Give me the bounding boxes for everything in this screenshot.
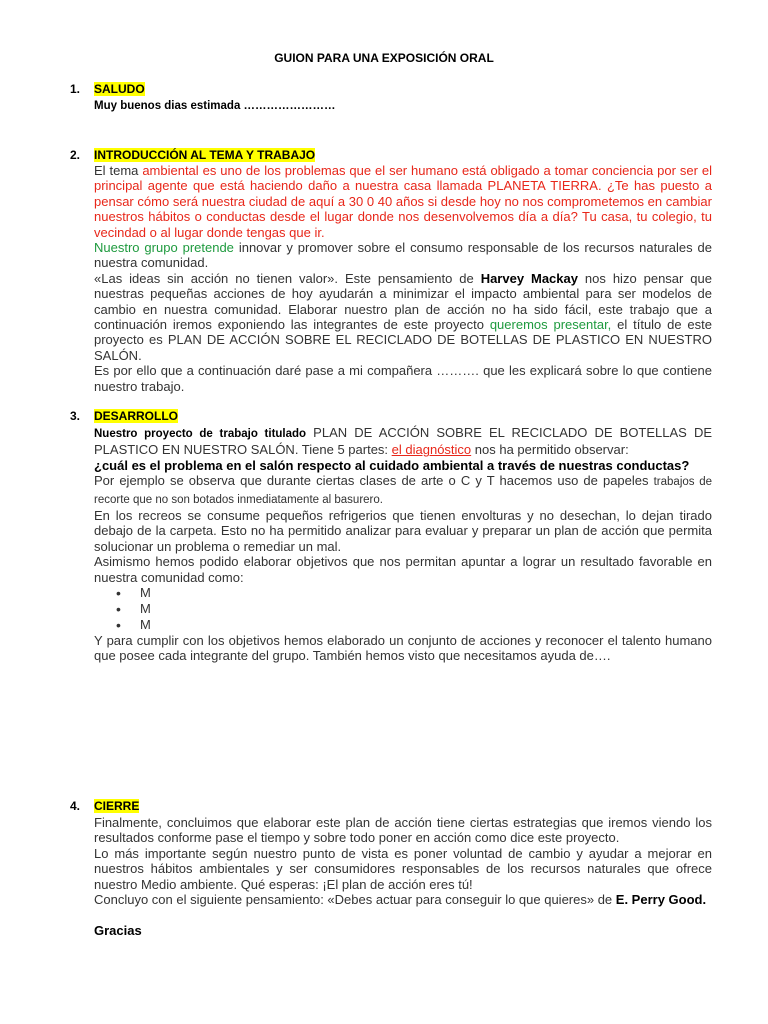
section-body-desarrollo — [94, 425, 712, 664]
section-body-saludo — [94, 99, 712, 114]
section-number: 2. — [70, 148, 81, 162]
linked-term: el diagnóstico — [391, 442, 472, 458]
author-name: Harvey Mackay — [480, 270, 578, 286]
list-item: • M — [94, 601, 712, 617]
page-title: GUION PARA UNA EXPOSICIÓN ORAL — [274, 51, 494, 65]
highlighted-text: queremos presentar, — [489, 317, 612, 333]
list-item: • M — [94, 617, 712, 633]
text-run: Concluyo con el siguiente pensamiento: «Debes actuar para conseguir lo que quieres» de — [94, 892, 616, 908]
paragraph — [94, 892, 712, 907]
paragraph: Es por ello que a continuación daré pase a mi compañera ………. que les explicará sobre lo que contiene nuestro trabajo. — [94, 363, 712, 394]
section-label: DESARROLLO — [94, 409, 178, 423]
section-body-cierre — [94, 815, 712, 939]
text-run: Por ejemplo se observa que durante ciertas clases de arte o C y T hacemos uso de papeles — [94, 473, 654, 489]
section-label: INTRODUCCIÓN AL TEMA Y TRABAJO — [94, 148, 316, 162]
section-body-introduccion — [94, 163, 712, 394]
highlighted-text: ambiental es uno de los problemas que el ser humano está obligado a tomar conciencia por ser el principal agente que está haciendo daño a nuestra casa llamada PLANETA TIERRA. ¿Te has puesto a pensar cómo será nuestra ciudad de aquí a 30 0 40 años si desde hoy no nos comprometemos en cambiar nuestros hábitos o conductas desde el lugar donde nos desenvolvemos día a día? Tu casa, tu colegio, tu vecindad o al lugar donde tengas que ir. — [94, 163, 713, 240]
section-label: SALUDO — [94, 82, 145, 96]
paragraph — [94, 240, 712, 271]
text-run: El tema — [94, 163, 143, 178]
text-run: nos hizo pensar que nuestras pequeñas acciones de hoy ayudarán a minimizar el impacto ambiental para ser modelos de cambio en nuestra comunidad. Elaborar nuestro plan de acción no ha sido fácil, este trabajo que a continuación iremos exponiendo las integrantes de este proyecto — [94, 270, 712, 333]
question-text: ¿cuál es el problema en el salón respecto al cuidado ambiental a través de nuestras conductas? — [94, 457, 690, 473]
greeting-text: Muy buenos dias estimada …………………… — [94, 100, 336, 112]
paragraph: Asimismo hemos podido elaborar objetivos que nos permitan apuntar a lograr un resultado favorable en nuestra comunidad como: — [94, 554, 712, 585]
section-heading-desarrollo — [70, 409, 178, 423]
paragraph — [94, 271, 712, 363]
objectives-list — [94, 585, 712, 633]
text-run: Nuestro proyecto de trabajo titulado — [94, 428, 307, 440]
section-number: 4. — [70, 799, 81, 813]
paragraph — [94, 425, 712, 458]
section-heading-introduccion — [70, 148, 315, 162]
section-heading-cierre — [70, 799, 139, 813]
text-run: el título de este proyecto es PLAN DE ACCIÓN SOBRE EL RECICLADO DE BOTELLAS DE PLASTICO EN NUESTRO SALÓN. — [94, 317, 713, 363]
paragraph: Finalmente, concluimos que elaborar este plan de acción tiene ciertas estrategias que iremos viendo los resultados conforme pase el tiempo y sobre todo poner en acción como dice este proyecto. — [94, 815, 712, 846]
section-label: CIERRE — [94, 799, 140, 813]
section-number: 3. — [70, 409, 81, 423]
text-run: «Las ideas sin acción no tienen valor». Este pensamiento de — [94, 270, 481, 286]
paragraph: En los recreos se consume pequeños refrigerios que tienen envolturas y no desechan, lo dejan tirado debajo de la carpeta. Esto no ha permitido analizar para evaluar y preparar un plan de acción que permita solucionar un problema o remediar un mal. — [94, 508, 712, 554]
author-name: E. Perry Good. — [615, 892, 707, 908]
closing-thanks: Gracias — [94, 923, 142, 939]
text-run: innovar y promover sobre el consumo responsable de los recursos naturales de nuestra comunidad. — [94, 240, 713, 271]
paragraph — [94, 473, 712, 508]
text-run: PLAN DE ACCIÓN SOBRE EL RECICLADO DE BOTELLAS DE PLASTICO EN NUESTRO SALÓN. Tiene 5 partes: — [94, 425, 713, 458]
section-heading-saludo — [70, 82, 145, 96]
text-run: trabajos de recorte que no son botados inmediatamente al basurero. — [94, 476, 712, 506]
section-number: 1. — [70, 82, 81, 96]
paragraph — [94, 163, 712, 240]
text-run: nos ha permitido observar: — [471, 442, 629, 458]
paragraph: Y para cumplir con los objetivos hemos elaborado un conjunto de acciones y reconocer el talento humano que posee cada integrante del grupo. También hemos visto que necesitamos ayuda de…. — [94, 633, 712, 664]
list-item: • M — [94, 585, 712, 601]
paragraph: Lo más importante según nuestro punto de vista es poner voluntad de cambio y ayudar a mejorar en nuestros hábitos ambientales y ser consumidores responsables de los recursos naturales que ofrece nuestro Medio ambiente. Qué esperas: ¡El plan de acción eres tú! — [94, 845, 712, 892]
highlighted-text: Nuestro grupo pretende — [94, 240, 234, 256]
